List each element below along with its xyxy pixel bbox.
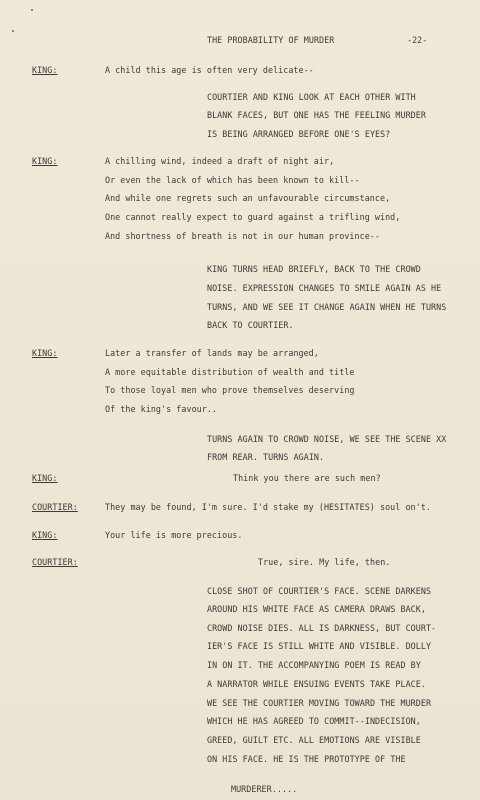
dialogue-line: To those loyal men who prove themselves deserving [105,385,355,395]
speaker-name: KING: [32,473,58,483]
dialogue-line: A more equitable distribution of wealth and title [105,367,355,377]
stage-direction-line: COURTIER AND KING LOOK AT EACH OTHER WITH [207,92,416,102]
speaker-name: KING: [32,156,58,166]
stage-direction-line: WE SEE THE COURTIER MOVING TOWARD THE MURDER [207,698,432,708]
speaker-name: COURTIER: [32,557,78,567]
dialogue-line: Think you there are such men? [233,473,381,483]
stage-direction-line: GREED, GUILT ETC. ALL EMOTIONS ARE VISIBLE [207,735,421,745]
dialogue-line: One cannot really expect to guard against a trifling wind, [105,212,401,222]
stage-direction-line: KING TURNS HEAD BRIEFLY, BACK TO THE CROWD [207,264,421,274]
paper-speck [12,30,14,32]
page-title: THE PROBABILITY OF MURDER [207,35,335,45]
dialogue-line: A child this age is often very delicate-- [105,65,314,75]
stage-direction-line: BLANK FACES, BUT ONE HAS THE FEELING MURDER [207,110,426,120]
stage-direction-line: MURDERER..... [231,784,298,794]
dialogue-line: True, sire. My life, then. [258,557,391,567]
paper-speck [31,9,33,11]
stage-direction-line: TURNS AGAIN TO CROWD NOISE, WE SEE THE SCENE XX [207,434,447,444]
dialogue-line: Or even the lack of which has been known to kill-- [105,175,360,185]
speaker-name: KING: [32,348,58,358]
stage-direction-line: IN ON IT. THE ACCOMPANYING POEM IS READ BY [207,660,421,670]
dialogue-line: Your life is more precious. [105,530,243,540]
stage-direction-line: AROUND HIS WHITE FACE AS CAMERA DRAWS BACK, [207,604,426,614]
stage-direction-line: IS BEING ARRANGED BEFORE ONE'S EYES? [207,129,391,139]
dialogue-line: Of the king's favour.. [105,404,218,414]
dialogue-line: Later a transfer of lands may be arranged, [105,348,319,358]
stage-direction-line: TURNS, AND WE SEE IT CHANGE AGAIN WHEN HE TURNS [207,302,447,312]
dialogue-line: And while one regrets such an unfavourable circumstance, [105,193,391,203]
stage-direction-line: BACK TO COURTIER. [207,320,294,330]
speaker-name: KING: [32,65,58,75]
speaker-name: KING: [32,530,58,540]
dialogue-line: A chilling wind, indeed a draft of night air, [105,156,335,166]
page-number: -22- [407,35,428,45]
stage-direction-line: WHICH HE HAS AGREED TO COMMIT--INDECISION, [207,716,421,726]
stage-direction-line: CLOSE SHOT OF COURTIER'S FACE. SCENE DARKENS [207,586,432,596]
stage-direction-line: IER'S FACE IS STILL WHITE AND VISIBLE. DOLLY [207,641,432,651]
stage-direction-line: ON HIS FACE. HE IS THE PROTOTYPE OF THE [207,754,406,764]
stage-direction-line: FROM REAR. TURNS AGAIN. [207,452,325,462]
dialogue-line: And shortness of breath is not in our human province-- [105,231,380,241]
speaker-name: COURTIER: [32,502,78,512]
stage-direction-line: CROWD NOISE DIES. ALL IS DARKNESS, BUT COURT- [207,623,437,633]
stage-direction-line: NOISE. EXPRESSION CHANGES TO SMILE AGAIN AS HE [207,283,442,293]
dialogue-line: They may be found, I'm sure. I'd stake my (HESITATES) soul on't. [105,502,431,512]
stage-direction-line: A NARRATOR WHILE ENSUING EVENTS TAKE PLACE. [207,679,426,689]
